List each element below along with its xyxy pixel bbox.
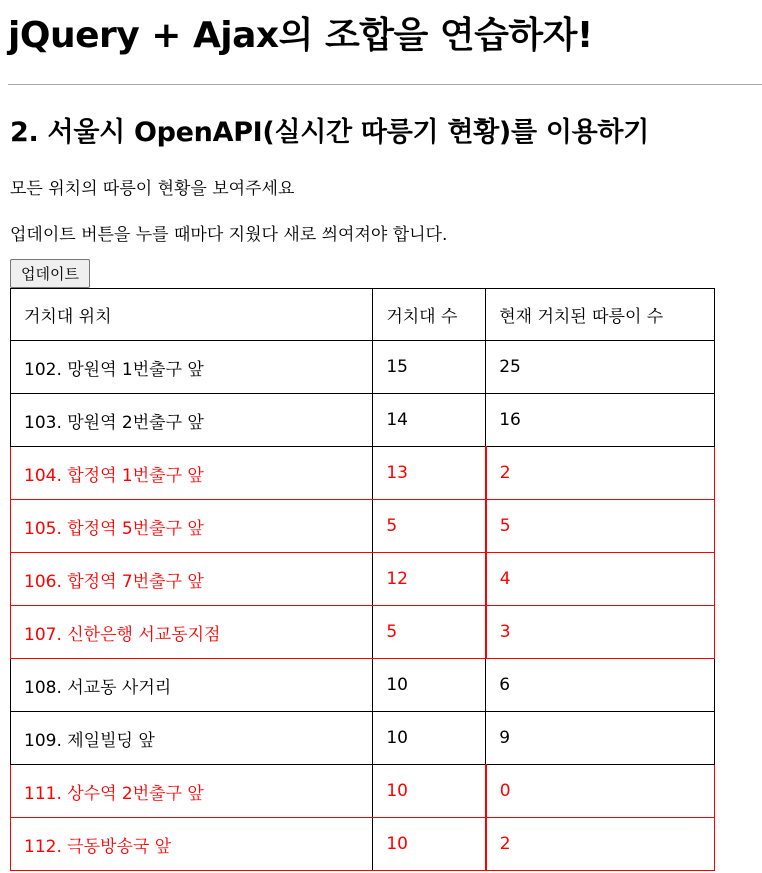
cell-location: 104. 합정역 1번출구 앞 [11, 447, 373, 500]
cell-bike-count: 3 [486, 606, 715, 659]
table-row [11, 606, 715, 659]
cell-rack-count: 13 [373, 447, 486, 500]
page-title: jQuery + Ajax의 조합을 연습하자! [8, 15, 593, 56]
table-row [11, 659, 715, 712]
cell-bike-count: 9 [486, 712, 715, 765]
cell-bike-count: 2 [486, 447, 715, 500]
cell-bike-count: 0 [486, 765, 715, 818]
cell-bike-count: 4 [486, 553, 715, 606]
cell-location: 109. 제일빌딩 앞 [11, 712, 373, 765]
cell-bike-count: 6 [486, 659, 715, 712]
cell-rack-count: 15 [373, 341, 486, 394]
cell-rack-count: 14 [373, 394, 486, 447]
table-row [11, 712, 715, 765]
cell-rack-count: 5 [373, 500, 486, 553]
header-bike-count: 현재 거치된 따릉이 수 [486, 289, 715, 341]
table-body [11, 341, 715, 871]
cell-location: 105. 합정역 5번출구 앞 [11, 500, 373, 553]
table-row [11, 553, 715, 606]
description-1: 모든 위치의 따릉이 현황을 보여주세요 [10, 179, 295, 199]
cell-location: 106. 합정역 7번출구 앞 [11, 553, 373, 606]
cell-location: 102. 망원역 1번출구 앞 [11, 341, 373, 394]
cell-bike-count: 5 [486, 500, 715, 553]
cell-location: 103. 망원역 2번출구 앞 [11, 394, 373, 447]
cell-location: 108. 서교동 사거리 [11, 659, 373, 712]
cell-bike-count: 25 [486, 341, 715, 394]
table-row [11, 341, 715, 394]
table-row [11, 765, 715, 818]
cell-location: 107. 신한은행 서교동지점 [11, 606, 373, 659]
cell-rack-count: 10 [373, 712, 486, 765]
cell-bike-count: 16 [486, 394, 715, 447]
table-row [11, 500, 715, 553]
bike-station-table [10, 288, 715, 871]
cell-location: 112. 극동방송국 앞 [11, 818, 373, 871]
section-title: 2. 서울시 OpenAPI(실시간 따릉기 현황)를 이용하기 [10, 117, 649, 148]
cell-rack-count: 10 [373, 659, 486, 712]
table-row [11, 447, 715, 500]
cell-bike-count: 2 [486, 818, 715, 871]
header-rack-count: 거치대 수 [373, 289, 486, 341]
cell-rack-count: 10 [373, 818, 486, 871]
table-row [11, 394, 715, 447]
cell-location: 111. 상수역 2번출구 앞 [11, 765, 373, 818]
table-header-row [11, 289, 715, 341]
divider [8, 84, 762, 85]
cell-rack-count: 10 [373, 765, 486, 818]
description-2: 업데이트 버튼을 누를 때마다 지웠다 새로 씌여져야 합니다. [10, 225, 448, 245]
header-location: 거치대 위치 [11, 289, 373, 341]
table-row [11, 818, 715, 871]
cell-rack-count: 5 [373, 606, 486, 659]
update-button[interactable]: 업데이트 [10, 259, 90, 288]
cell-rack-count: 12 [373, 553, 486, 606]
